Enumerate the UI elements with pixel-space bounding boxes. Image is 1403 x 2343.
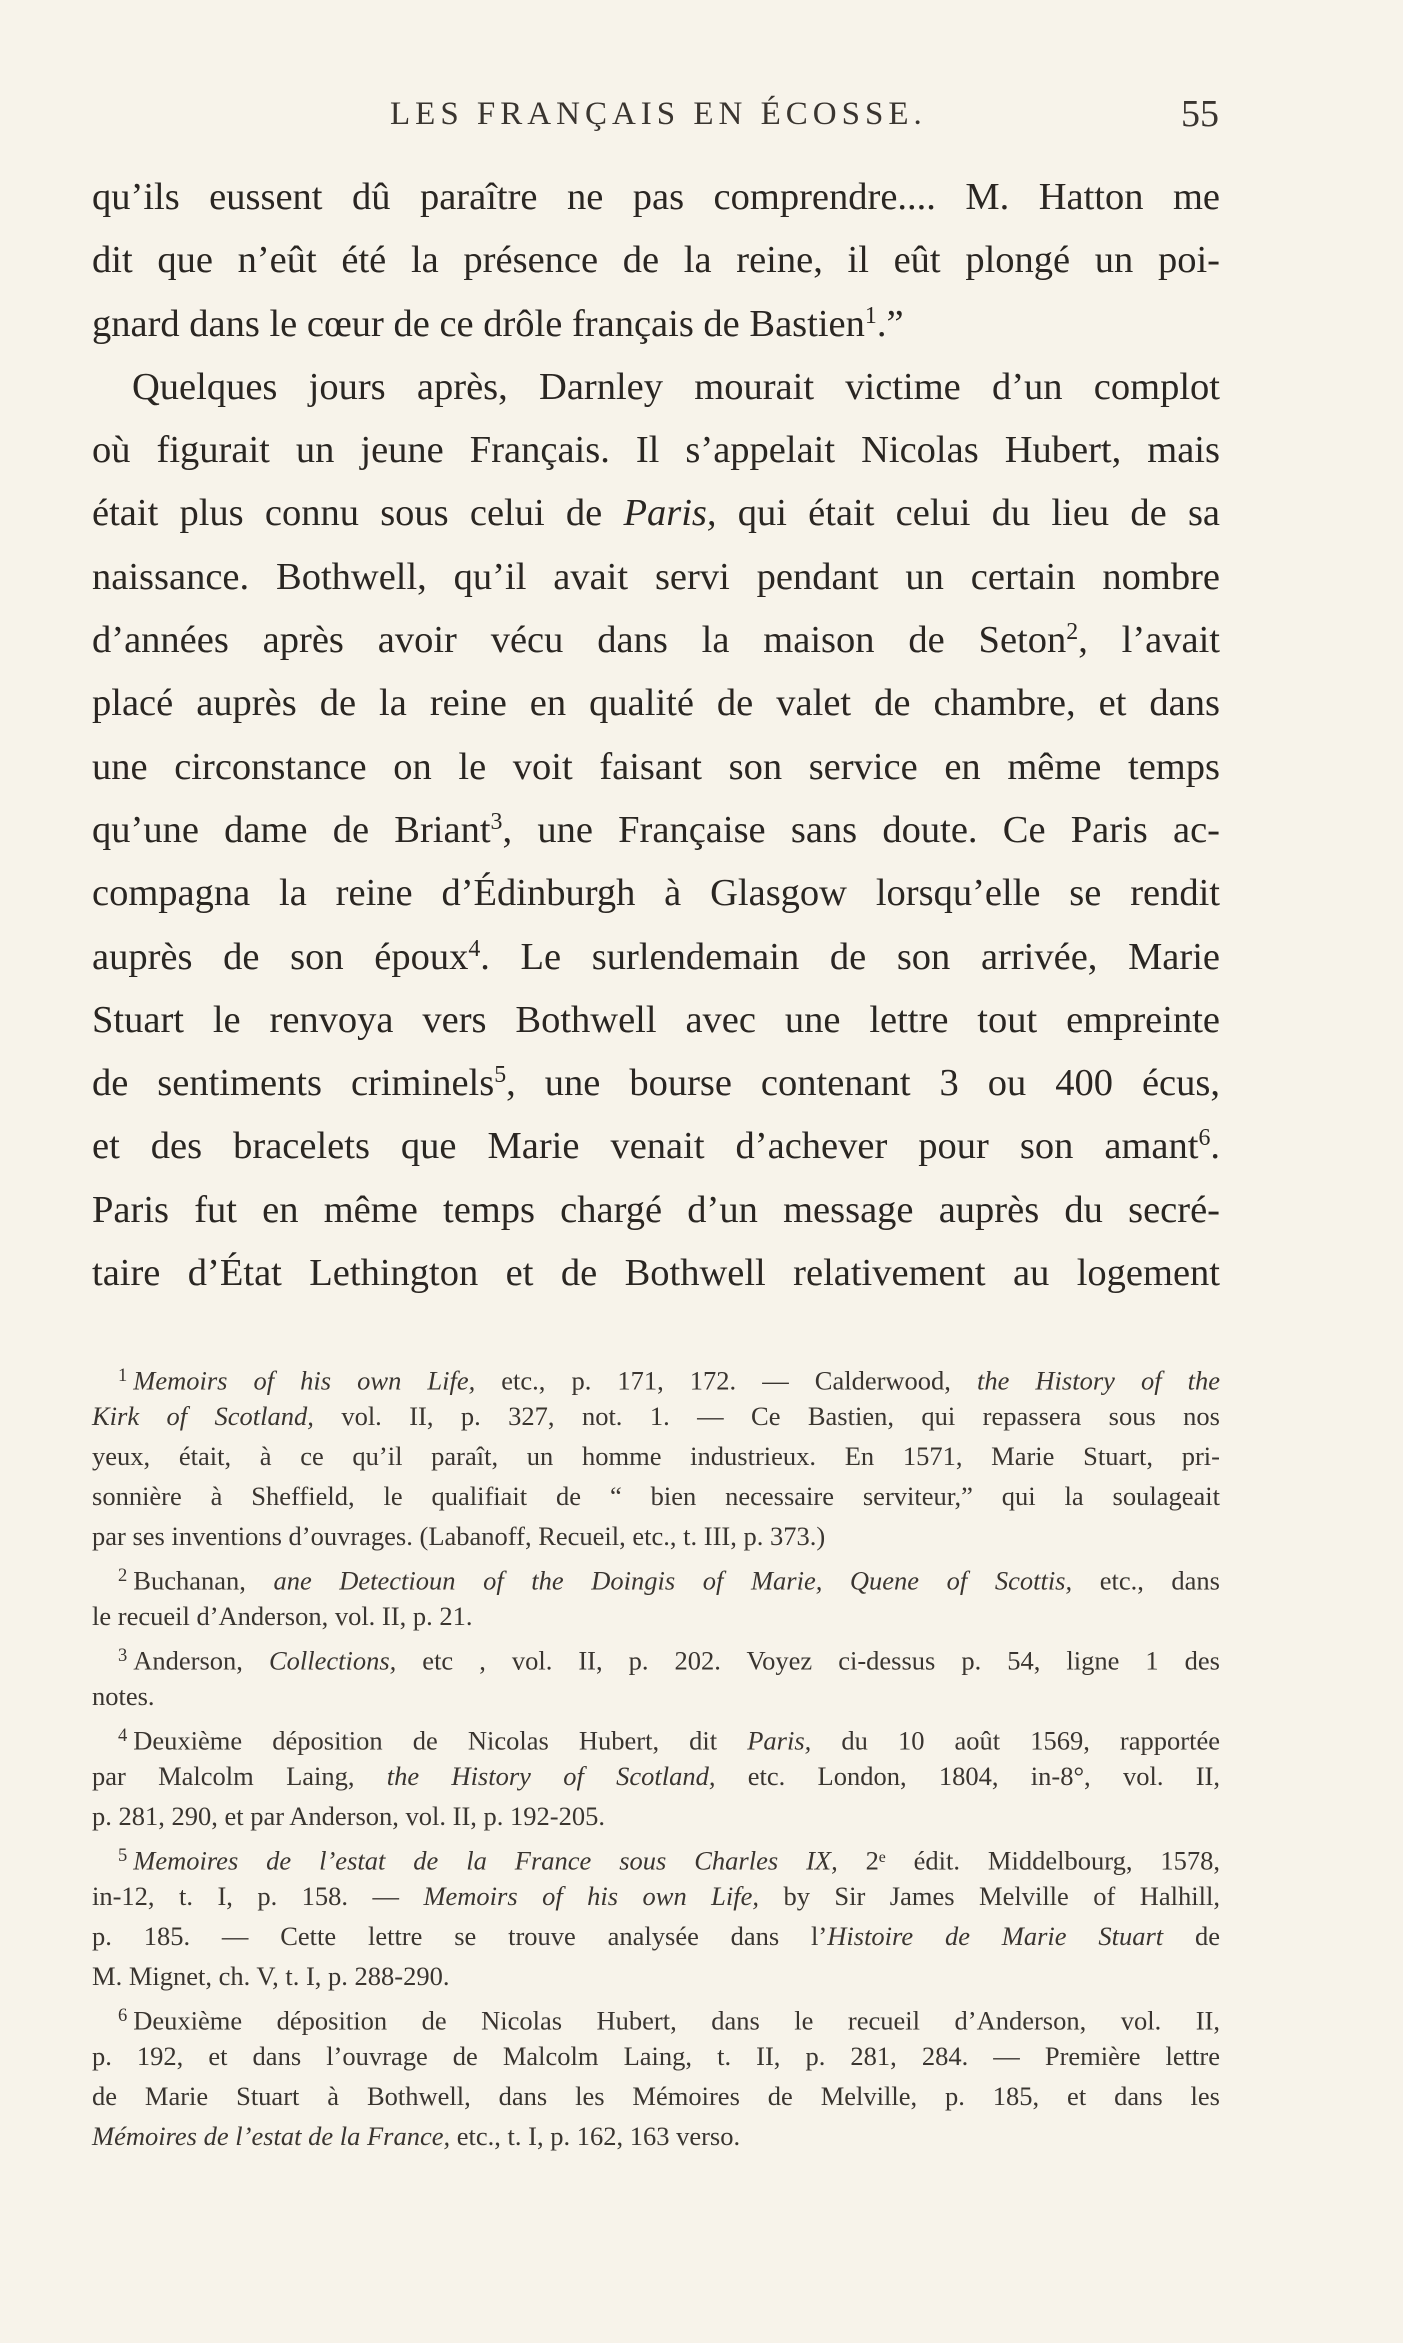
text-line: était plus connu sous celui de Paris, qui était celui du lieu de sa	[92, 492, 1221, 535]
text-line: taire d’État Lethington et de Bothwell relativement au logement	[92, 1252, 1220, 1295]
text-line: qu’ils eussent dû paraître ne pas comprendre.... M. Hatton me	[92, 176, 1220, 218]
footnote-line: p. 192, et dans l’ouvrage de Malcolm Laing, t. II, p. 281, 284. — Première lettre	[92, 2041, 1220, 2071]
footnote-line: $^1$ Memoirs of his own Life, etc., p. 171, 172. — Calderwood, the History of the	[118, 1365, 1220, 1396]
footnote-line: in-12, t. I, p. 158. — Memoirs of his own Life, by Sir James Melville of Halhill,	[92, 1881, 1220, 1911]
footnote-line: $^3$ Anderson, Collections, etc , vol. II, p. 202. Voyez ci-dessus p. 54, ligne 1 des	[118, 1645, 1220, 1676]
footnote-line: par Malcolm Laing, the History of Scotland, etc. London, 1804, in-8°, vol. II,	[92, 1761, 1220, 1791]
footnote-marker: 4	[118, 1725, 128, 1746]
text-line: Paris fut en même temps chargé d’un message auprès du secré-	[92, 1188, 1220, 1231]
text-line: naissance. Bothwell, qu’il avait servi pendant un certain nombre	[92, 555, 1220, 598]
footnote-line: p. 185. — Cette lettre se trouve analysée dans l’Histoire de Marie Stuart de	[92, 1921, 1220, 1951]
text-line: d’années après avoir vécu dans la maison de Seton$^2$, l’avait	[92, 618, 1220, 662]
footnote-ref: 6	[1198, 1125, 1211, 1152]
text-line: placé auprès de la reine en qualité de valet de chambre, et dans	[92, 682, 1220, 725]
footnote-marker: 2	[118, 1565, 128, 1586]
text-line: compagna la reine d’Édinburgh à Glasgow lorsqu’elle se rendit	[92, 872, 1220, 915]
footnote-line: M. Mignet, ch. V, t. I, p. 288-290.	[92, 1961, 450, 1991]
main-text	[92, 166, 1220, 1305]
running-title: LES FRANÇAIS EN ÉCOSSE.	[390, 96, 927, 132]
footnote-line: Kirk of Scotland, vol. II, p. 327, not. 1. — Ce Bastien, qui repassera sous nos	[92, 1401, 1220, 1431]
footnote-marker: 5	[118, 1845, 128, 1866]
footnote-ref: 2	[1066, 618, 1079, 645]
page-number: 55	[1181, 93, 1219, 135]
footnote-line: sonnière à Sheffield, le qualifiait de “ bien necessaire serviteur,” qui la soulageait	[92, 1481, 1220, 1511]
footnote-line: $^6$ Deuxième déposition de Nicolas Hubert, dans le recueil d’Anderson, vol. II,	[118, 2005, 1220, 2036]
text-line: dit que n’eût été la présence de la reine, il eût plongé un poi-	[92, 239, 1220, 282]
footnote-line: $^4$ Deuxième déposition de Nicolas Hubert, dit Paris, du 10 août 1569, rapportée	[118, 1725, 1220, 1756]
footnote-ref: 5	[494, 1062, 507, 1089]
text-line: où figurait un jeune Français. Il s’appelait Nicolas Hubert, mais	[92, 429, 1220, 472]
text-line: gnard dans le cœur de ce drôle français de Bastien$^1$.”	[92, 302, 904, 345]
footnote-line: Mémoires de l’estat de la France, etc., t. I, p. 162, 163 verso.	[92, 2121, 741, 2151]
footnote-ref: 4	[468, 935, 481, 962]
footnote-ref: 1	[864, 302, 877, 329]
footnote-line: yeux, était, à ce qu’il paraît, un homme industrieux. En 1571, Marie Stuart, pri-	[92, 1441, 1220, 1471]
footnote-line: de Marie Stuart à Bothwell, dans les Mémoires de Melville, p. 185, et dans les	[92, 2081, 1220, 2111]
text-line: et des bracelets que Marie venait d’achever pour son amant$^6$.	[92, 1125, 1220, 1168]
footnote-line: p. 281, 290, et par Anderson, vol. II, p. 192-205.	[92, 1801, 605, 1831]
footnote-marker: 3	[118, 1645, 128, 1666]
footnote-marker: 6	[118, 2005, 128, 2026]
footnote-line: $^5$ Memoires de l’estat de la France sous Charles IX, 2ᵉ édit. Middelbourg, 1578,	[118, 1845, 1220, 1876]
running-head	[0, 93, 1403, 146]
text-line: de sentiments criminels$^5$, une bourse contenant 3 ou 400 écus,	[92, 1062, 1220, 1105]
text-line: une circonstance on le voit faisant son service en même temps	[92, 745, 1220, 788]
text-line: auprès de son époux$^4$. Le surlendemain de son arrivée, Marie	[92, 935, 1220, 978]
footnote-line: $^2$ Buchanan, ane Detectioun of the Doingis of Marie, Quene of Scottis, etc., dans	[118, 1565, 1220, 1596]
text-line: Quelques jours après, Darnley mourait victime d’un complot	[132, 365, 1220, 408]
footnote-line: le recueil d’Anderson, vol. II, p. 21.	[92, 1601, 473, 1631]
text-line: qu’une dame de Briant$^3$, une Française sans doute. Ce Paris ac-	[92, 808, 1220, 851]
footnotes	[92, 1356, 1220, 2156]
footnote-marker: 1	[118, 1365, 128, 1386]
footnote-line: notes.	[92, 1681, 155, 1711]
text-line: Stuart le renvoya vers Bothwell avec une lettre tout empreinte	[92, 998, 1220, 1041]
footnote-line: par ses inventions d’ouvrages. (Labanoff, Recueil, etc., t. III, p. 373.)	[92, 1521, 826, 1551]
footnote-ref: 3	[490, 808, 503, 835]
